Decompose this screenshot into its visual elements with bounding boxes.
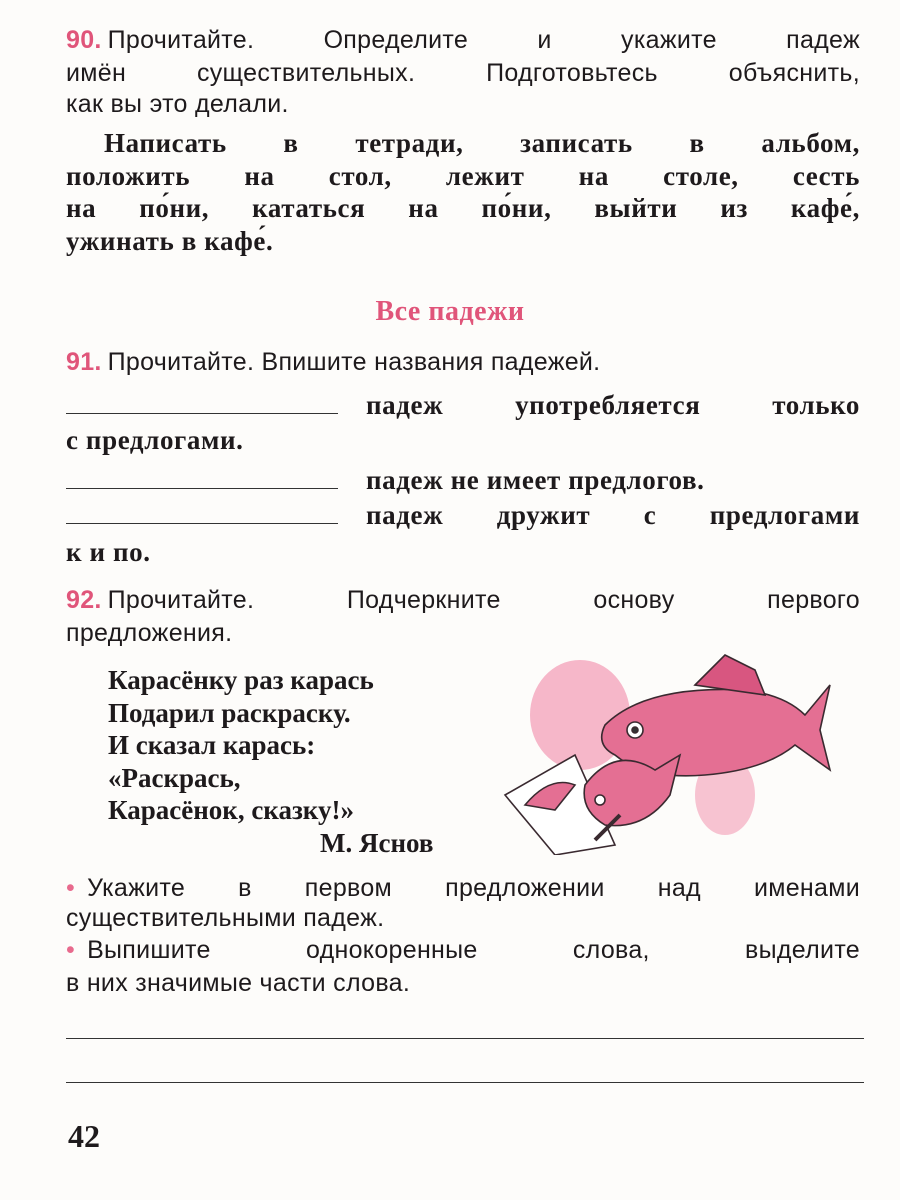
ex90-task-line: имён существительных. Подготовьтесь объяснить, xyxy=(66,59,860,87)
exercise-number: 92. xyxy=(66,586,102,614)
poem-line: «Раскрась, xyxy=(108,763,241,793)
fish-illustration xyxy=(495,645,840,855)
exercise-number: 90. xyxy=(66,26,102,54)
ex90-task-line: 90. Прочитайте. Определите и укажите падеж xyxy=(66,26,860,54)
poem-line: И сказал карась: xyxy=(108,730,316,760)
poem-author: М. Яснов xyxy=(320,828,434,858)
exercise-number: 91. xyxy=(66,348,102,376)
ex90-text-line: на по́ни, кататься на по́ни, выйти из кафе́, xyxy=(66,193,860,223)
ex92-task-line: 92. Прочитайте. Подчеркните основу первого xyxy=(66,586,860,614)
writing-line[interactable] xyxy=(66,1038,864,1039)
blank-row-cont: к и по. xyxy=(66,537,151,567)
blank-row-text: падеж употребляется только xyxy=(366,390,860,420)
blank-row-cont: с предлогами. xyxy=(66,425,244,455)
bullet-item-cont: в них значимые части слова. xyxy=(66,969,411,997)
writing-line[interactable] xyxy=(66,1082,864,1083)
ex92-task-line: предложения. xyxy=(66,619,233,647)
bullet-item: • Укажите в первом предложении над именами xyxy=(66,874,860,902)
answer-blank[interactable] xyxy=(66,501,338,524)
blank-row-text: падеж дружит с предлогами xyxy=(366,500,860,530)
ex91-task: 91. Прочитайте. Впишите названия падежей. xyxy=(66,348,601,376)
ex90-text-line: ужинать в кафе́. xyxy=(66,226,274,256)
poem-line: Карасёнку раз карась xyxy=(108,665,374,695)
ex90-text-line: Написать в тетради, записать в альбом, xyxy=(104,128,860,158)
ex90-task-line: как вы это делали. xyxy=(66,90,289,118)
bullet-icon: • xyxy=(66,936,76,964)
bullet-item-cont: существительными падеж. xyxy=(66,904,385,932)
bullet-item: • Выпишите однокоренные слова, выделите xyxy=(66,936,860,964)
page-number: 42 xyxy=(68,1118,100,1154)
blank-row-text: падеж не имеет предлогов. xyxy=(366,465,705,495)
bullet-icon: • xyxy=(66,874,76,902)
answer-blank[interactable] xyxy=(66,391,338,414)
answer-blank[interactable] xyxy=(66,466,338,489)
poem-line: Подарил раскраску. xyxy=(108,698,351,728)
poem-line: Карасёнок, сказку!» xyxy=(108,795,354,825)
section-title: Все падежи xyxy=(375,296,525,327)
ex90-text-line: положить на стол, лежит на столе, сесть xyxy=(66,161,860,191)
